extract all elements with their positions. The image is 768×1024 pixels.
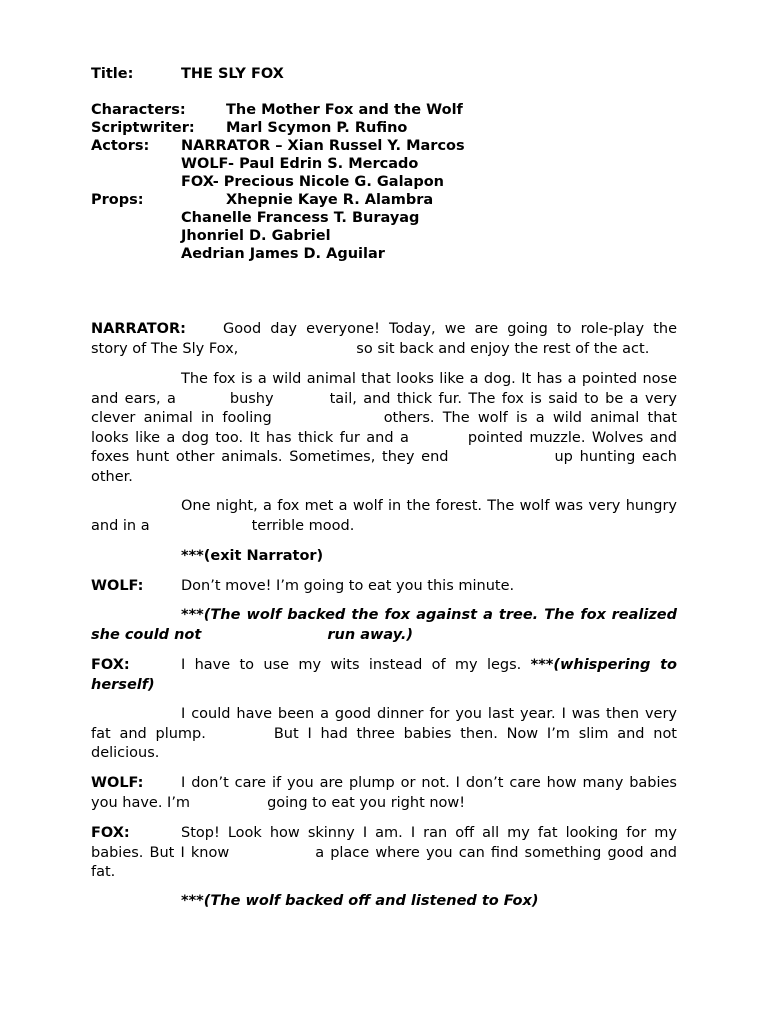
fox-line: I could have been a good dinner for you last year. I was then very fat and plump. But I had three babies then. Now I’m slim and not delicious. — [91, 706, 677, 762]
narrator-paragraph: NARRATOR: Good day everyone! Today, we are going to role-play the story of The Sly Fox, so sit back and enjoy the rest of the act. — [91, 321, 677, 357]
props-label: Props: — [91, 192, 144, 208]
props-line: Aedrian James D. Aguilar — [181, 246, 385, 262]
narrator-paragraph: The fox is a wild animal that looks like a dog. It has a pointed nose and ears, a bushy tail, and thick fur. The fox is said to be a very clever animal in fooling others. The wolf is a wild animal that looks like a dog too. It has thick fur and a pointed muzzle. Wolves and foxes hunt other animals. Sometimes, they end up hunting each other. — [91, 371, 677, 485]
speaker-label: WOLF: — [91, 578, 144, 594]
fox-line: FOX: I have to use my wits instead of my legs. ***(whispering to herself) — [91, 657, 677, 693]
wolf-line: WOLF: I don’t care if you are plump or not. I don’t care how many babies you have. I’m going to eat you right now! — [91, 775, 677, 811]
props-line: Chanelle Francess T. Burayag — [181, 210, 420, 226]
speaker-label: FOX: — [91, 657, 130, 673]
actor-line: WOLF- Paul Edrin S. Mercado — [181, 156, 419, 172]
stage-direction: ***(The wolf backed off and listened to Fox) — [181, 893, 539, 909]
title-value: THE SLY FOX — [181, 66, 284, 82]
title-label: Title: — [91, 66, 134, 82]
stage-direction: ***(The wolf backed the fox against a tree. The fox realized she could not run away.) — [91, 607, 678, 643]
wolf-line: WOLF: Don’t move! I’m going to eat you this minute. — [91, 577, 677, 597]
scriptwriter-label: Scriptwriter: — [91, 120, 195, 136]
actor-line: FOX- Precious Nicole G. Galapon — [181, 174, 444, 190]
stage-direction: ***(exit Narrator) — [181, 548, 324, 564]
fox-line: FOX: Stop! Look how skinny I am. I ran off all my fat looking for my babies. But I know a place where you can find something good and fat. — [91, 825, 677, 881]
characters-label: Characters: — [91, 102, 186, 118]
actor-line: NARRATOR – Xian Russel Y. Marcos — [181, 138, 465, 154]
actors-label: Actors: — [91, 138, 150, 154]
props-line: Jhonriel D. Gabriel — [181, 228, 331, 244]
scriptwriter-value: Marl Scymon P. Rufino — [226, 120, 408, 136]
narrator-paragraph: One night, a fox met a wolf in the forest. The wolf was very hungry and in a terrible mood. — [91, 498, 678, 534]
speaker-label: FOX: — [91, 825, 130, 841]
speaker-label: NARRATOR: — [91, 321, 186, 337]
props-line: Xhepnie Kaye R. Alambra — [226, 192, 434, 208]
speaker-label: WOLF: — [91, 775, 144, 791]
characters-value: The Mother Fox and the Wolf — [226, 102, 463, 118]
